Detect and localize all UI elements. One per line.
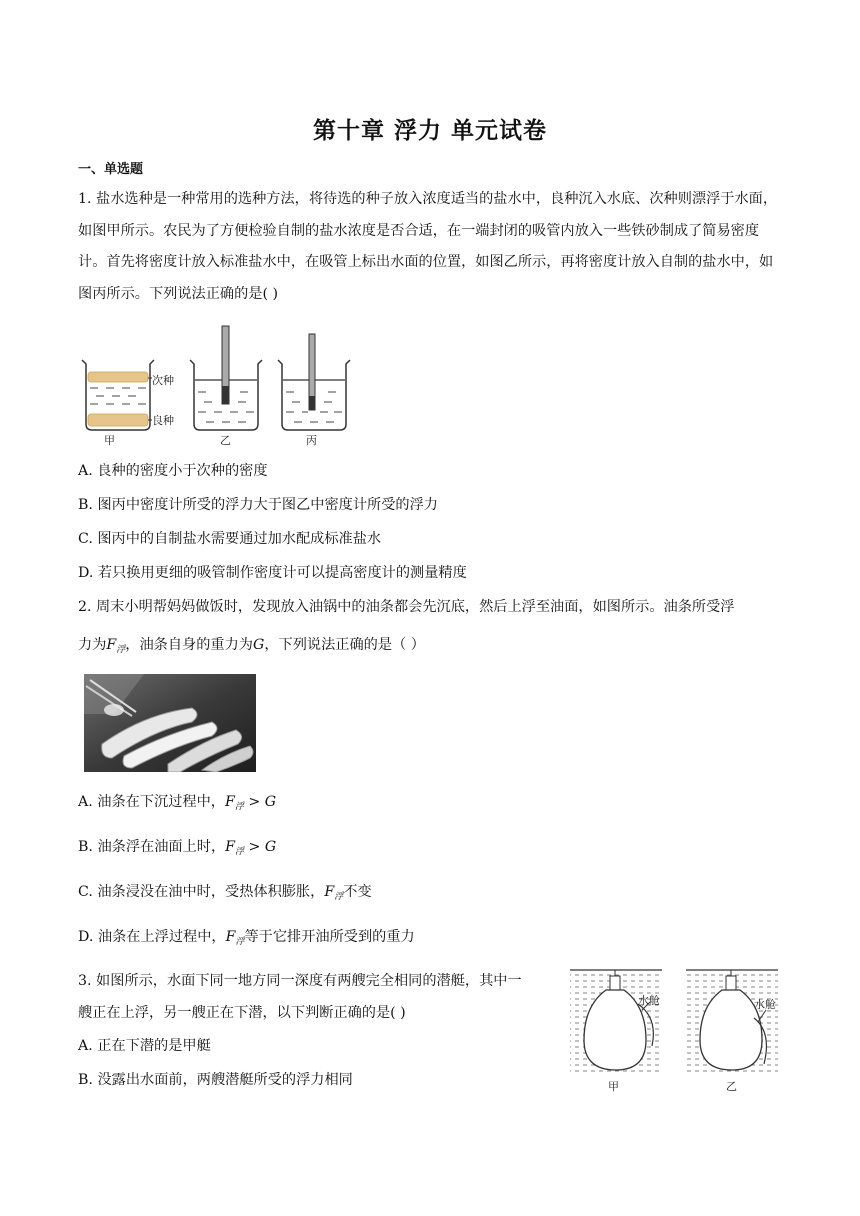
submarine-yi-diagram bbox=[686, 970, 778, 1072]
question-3-stem-line2: 艘正在上浮，另一艘正在下潜，以下判断正确的是( ) bbox=[78, 1005, 406, 1021]
label-yi-sub: 乙 bbox=[726, 1080, 737, 1093]
question-1-stem: 1. 盐水选种是一种常用的选种方法，将待选的种子放入浓度适当的盐水中，良种沉入水底、次种则漂浮于水面，如图甲所示。农民为了方便检验自制的盐水浓度是否合适，在一端封闭的吸管内放入一些铁砂制成了简易密度计。首先将密度计放入标准盐水中，在吸管上标出水面的位置，如图乙所示，再将密度计放入自制的盐水中，如图丙所示。下列说法正确的是( ) bbox=[78, 191, 778, 302]
question-2-stem-line1: 2. 周末小明帮妈妈做饭时，发现放入油锅中的油条都会先沉底，然后上浮至油面，如图所示。油条所受浮 bbox=[78, 599, 735, 615]
beaker-yi-diagram bbox=[190, 326, 262, 430]
label-yi: 乙 bbox=[220, 434, 231, 447]
beaker-jia-diagram bbox=[82, 360, 154, 430]
label-inferior-seed: 次种 bbox=[152, 374, 174, 387]
q1-option-d: D. 若只换用更细的吸管制作密度计可以提高密度计的测量精度 bbox=[78, 565, 467, 581]
q2-option-c: C. 油条浸没在油中时，受热体积膨胀，$F_浮$不变 bbox=[78, 884, 372, 902]
page-title: 第十章 浮力 单元试卷 bbox=[312, 118, 547, 144]
weight-symbol: G bbox=[252, 637, 265, 653]
label-jia-sub: 甲 bbox=[608, 1080, 619, 1093]
fried-dough-photo bbox=[84, 674, 256, 772]
q1-figure bbox=[78, 322, 360, 452]
q2-option-b: B. 油条浮在油面上时，$F_浮 > G$ bbox=[78, 839, 277, 857]
beaker-bing-diagram bbox=[278, 334, 350, 430]
submarine-jia-diagram bbox=[570, 970, 662, 1072]
q3-option-a: A. 正在下潜的是甲艇 bbox=[78, 1038, 211, 1054]
q2-option-a: A. 油条在下沉过程中，$F_浮 > G$ bbox=[78, 794, 277, 812]
question-2-stem-line2: 力为$F_浮$，油条自身的重力为G，下列说法正确的是（ ） bbox=[78, 637, 425, 655]
q3-option-b: B. 没露出水面前，两艘潜艇所受的浮力相同 bbox=[78, 1072, 353, 1088]
q3-submarine-figure bbox=[566, 966, 782, 1096]
q1-option-a: A. 良种的密度小于次种的密度 bbox=[78, 463, 268, 479]
tank-label-jia: 水舱 bbox=[638, 994, 660, 1007]
q1-option-b: B. 图丙中密度计所受的浮力大于图乙中密度计所受的浮力 bbox=[78, 497, 438, 513]
label-good-seed: 良种 bbox=[152, 414, 174, 427]
force-symbol: F bbox=[106, 637, 117, 653]
q2-option-d: D. 油条在上浮过程中，$F_浮$等于它排开油所受到的重力 bbox=[78, 929, 415, 947]
section-heading: 一、单选题 bbox=[78, 162, 144, 177]
label-bing: 丙 bbox=[306, 434, 317, 447]
q1-option-c: C. 图丙中的自制盐水需要通过加水配成标准盐水 bbox=[78, 531, 382, 547]
label-jia: 甲 bbox=[104, 434, 115, 447]
tank-label-yi: 水舱 bbox=[754, 998, 776, 1011]
question-3-stem-line1: 3. 如图所示，水面下同一地方同一深度有两艘完全相同的潜艇，其中一 bbox=[78, 973, 522, 989]
